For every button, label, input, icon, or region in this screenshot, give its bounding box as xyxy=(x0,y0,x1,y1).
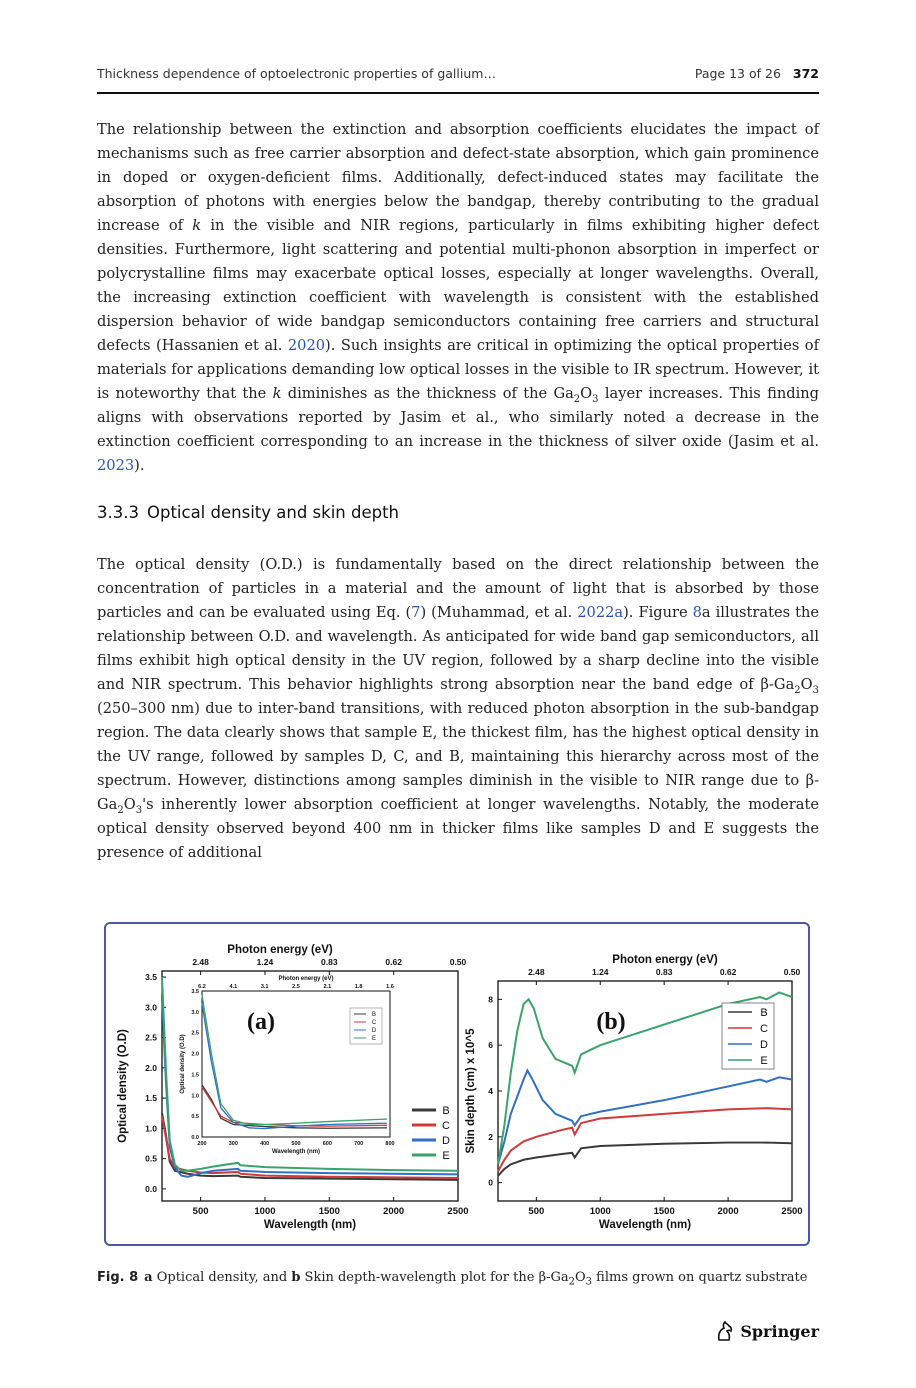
legend-b-label-B: B xyxy=(760,1007,768,1019)
x-axis-label: Wavelength (nm) xyxy=(263,1219,357,1231)
subscript: 2 xyxy=(794,684,801,696)
inset-y-tick-label: 1.5 xyxy=(191,1072,199,1079)
article-number: 372 xyxy=(792,66,819,81)
figure-label: Fig. 8 xyxy=(97,1270,139,1285)
inset-legend-label-B: B xyxy=(371,1012,377,1018)
y-tick-label: 0.5 xyxy=(145,1153,157,1164)
subscript: 3 xyxy=(585,1276,593,1288)
inset-legend-label-C: C xyxy=(371,1020,377,1026)
italic-k: k xyxy=(192,217,202,234)
legend-label-E: E xyxy=(442,1150,450,1162)
legend-b-label-D: D xyxy=(760,1039,768,1051)
top-tick-label: 2.48 xyxy=(192,957,209,967)
top-tick-label: 0.62 xyxy=(385,957,402,967)
text-run: Skin depth-wavelength plot for the β-Ga xyxy=(300,1270,569,1285)
header-rule xyxy=(97,92,819,94)
y-axis-label: Skin depth (cm) x 10^5 xyxy=(465,1028,477,1154)
panel-label-a: (a) xyxy=(247,1009,275,1035)
text-run: ) (Muhammad, et al. xyxy=(420,604,578,621)
inset-y-tick-label: 0.0 xyxy=(191,1135,199,1141)
text-run: diminishes as the thickness of the Ga xyxy=(281,385,574,402)
caption-panel-b: b xyxy=(291,1270,301,1285)
running-title: Thickness dependence of optoelectronic properties of gallium… xyxy=(97,66,496,81)
x-tick-label: 500 xyxy=(192,1206,209,1217)
inset-y-tick-label: 3.5 xyxy=(191,989,199,995)
inset-legend-label-D: D xyxy=(371,1028,377,1034)
inset-x-axis-label: Wavelength (nm) xyxy=(271,1149,321,1155)
inset-top-tick-label: 2.5 xyxy=(292,984,300,990)
citation-link[interactable]: 2023 xyxy=(97,457,135,474)
top-tick-label: 0.83 xyxy=(655,967,673,977)
publisher-name: Springer xyxy=(740,1321,819,1341)
top-tick-label: 0.50 xyxy=(449,957,467,967)
x-tick-label: 1000 xyxy=(589,1206,611,1217)
y-tick-label: 4 xyxy=(488,1086,493,1096)
text-run: Optical density, and xyxy=(152,1270,292,1285)
inset-top-tick-label: 3.1 xyxy=(260,984,269,990)
inset-legend-label-E: E xyxy=(371,1036,377,1042)
inset-x-tick-label: 800 xyxy=(385,1141,395,1147)
section-heading xyxy=(97,503,399,522)
top-tick-label: 1.24 xyxy=(591,967,609,977)
page-label: Page 13 of 26 xyxy=(694,66,781,81)
series-line-B xyxy=(498,1143,792,1176)
text-run: The relationship between the extinction and absorption coefficients elucidates the impact of mechanisms such as free carrier absorption and defect-state absorption, which gain prominence in doped or oxygen-deficient films. Additionally, defect-induced states may facilitate the absorption of photons with energies below the bandgap, thereby contributing to the gradual increase of xyxy=(97,121,819,234)
subscript: 2 xyxy=(117,804,124,816)
inset-y-tick-label: 2.5 xyxy=(191,1030,199,1037)
inset-top-tick-label: 1.8 xyxy=(354,984,363,990)
x-tick-label: 1000 xyxy=(254,1206,276,1217)
figure-8 xyxy=(104,922,810,1246)
inset-x-tick-label: 700 xyxy=(354,1141,364,1147)
x-tick-label: 1500 xyxy=(318,1206,340,1217)
top-axis-label: Photon energy (eV) xyxy=(612,954,718,966)
top-tick-label: 1.24 xyxy=(256,957,274,967)
inset-x-tick-label: 400 xyxy=(260,1141,270,1147)
x-tick-label: 500 xyxy=(528,1206,545,1217)
text-run: O xyxy=(123,796,136,813)
series-line-D xyxy=(498,1070,792,1164)
inset-legend-box xyxy=(350,1008,382,1044)
inset-y-tick-label: 3.0 xyxy=(191,1009,199,1016)
text-run: ). Such insights are critical in optimizing the optical properties of materials for applications demanding low optical losses in the visible to IR spectrum. However, it is noteworthy that the xyxy=(97,337,819,402)
y-tick-label: 3.5 xyxy=(145,972,157,983)
y-tick-label: 0 xyxy=(488,1177,493,1188)
y-tick-label: 8 xyxy=(488,994,493,1005)
y-tick-label: 0.0 xyxy=(145,1183,157,1194)
inset-top-tick-label: 2.1 xyxy=(323,984,332,990)
top-tick-label: 2.48 xyxy=(528,967,545,977)
springer-horse-icon xyxy=(716,1320,734,1342)
figure-8-charts xyxy=(106,924,808,1244)
top-tick-label: 0.62 xyxy=(719,967,737,977)
publisher-logo xyxy=(716,1320,819,1342)
text-run: O xyxy=(800,676,813,693)
panel-label-b: (b) xyxy=(596,1009,626,1035)
inset-x-tick-label: 500 xyxy=(291,1141,301,1147)
y-axis-label: Optical density (O.D) xyxy=(117,1029,129,1143)
page-info xyxy=(695,66,819,81)
subscript: 2 xyxy=(568,1276,575,1288)
inset-top-axis-label: Photon energy (eV) xyxy=(278,976,334,982)
subscript: 3 xyxy=(592,393,599,405)
text-run: a illustrates the relationship between O.D. and wavelength. As anticipated for wide band gap semiconductors, all films exhibit high optical density in the UV region, followed by a sharp decline into the visible and NIR spectrum. This behavior highlights strong absorption near the band edge of β-Ga xyxy=(97,604,819,693)
inset-top-tick-label: 1.6 xyxy=(386,984,394,990)
citation-link[interactable]: 2020 xyxy=(287,337,326,354)
figure-caption xyxy=(97,1270,808,1288)
legend-b-label-E: E xyxy=(760,1055,768,1067)
subscript: 3 xyxy=(812,684,819,696)
inset-top-tick-label: 6.2 xyxy=(198,984,206,990)
text-run: ). xyxy=(134,457,145,474)
equation-link[interactable]: 7 xyxy=(411,604,421,621)
x-tick-label: 2000 xyxy=(717,1206,739,1217)
text-run: The optical density (O.D.) is fundamentally based on the direct relationship between the concentration of particles in a material and the amount of light that is absorbed by those particles and can be evaluated using Eq. ( xyxy=(97,556,819,621)
y-tick-label: 3.0 xyxy=(145,1002,157,1013)
text-run: O xyxy=(580,385,593,402)
series-line-C xyxy=(498,1108,792,1171)
top-tick-label: 0.50 xyxy=(783,967,801,977)
text-run: layer increases. This finding aligns with observations reported by Jasim et al., who similarly noted a decrease in the extinction coefficient corresponding to an increase in the thickness of silver oxide (Jasim et al. xyxy=(97,385,819,450)
italic-k: k xyxy=(272,385,282,402)
legend-label-B: B xyxy=(442,1105,450,1117)
inset-x-tick-label: 600 xyxy=(322,1141,332,1147)
text-run: 's inherently lower absorption coefficient at longer wavelengths. Notably, the moderate optical density observed beyond 400 nm in thicker films like samples D and E suggests the presence of additional xyxy=(97,796,819,861)
inset-y-tick-label: 0.5 xyxy=(191,1114,199,1121)
subscript: 2 xyxy=(573,393,581,405)
paragraph-2 xyxy=(97,553,819,865)
inset-y-tick-label: 2.0 xyxy=(191,1051,199,1058)
x-tick-label: 1500 xyxy=(653,1206,675,1217)
text-run: (250–300 nm) due to inter-band transitions, with reduced photon absorption in the sub-bandgap region. The data clearly shows that sample E, the thickest film, has the highest optical density in the UV range, followed by samples D, C, and B, maintaining this hierarchy across most of the spectrum. However, distinctions among samples diminish in the visible to NIR range due to β-Ga xyxy=(97,700,819,813)
legend-b-label-C: C xyxy=(760,1023,768,1035)
y-tick-label: 1.5 xyxy=(145,1093,157,1104)
text-run: ). Figure xyxy=(623,604,693,621)
y-tick-label: 6 xyxy=(488,1040,493,1051)
y-tick-label: 2.0 xyxy=(145,1062,157,1073)
legend-label-C: C xyxy=(442,1120,450,1132)
top-tick-label: 0.83 xyxy=(321,957,338,967)
y-tick-label: 2.5 xyxy=(145,1032,157,1043)
section-title: Optical density and skin depth xyxy=(146,503,400,522)
x-tick-label: 2000 xyxy=(383,1206,405,1217)
inset-x-tick-label: 300 xyxy=(228,1141,238,1147)
text-run: films grown on quartz substrate xyxy=(592,1270,808,1285)
citation-link[interactable]: 2022a xyxy=(577,604,624,621)
text-run: O xyxy=(575,1270,586,1285)
inset-y-tick-label: 1.0 xyxy=(191,1093,199,1100)
inset-y-axis-label: Optical density (O.D) xyxy=(180,1034,186,1094)
inset-top-tick-label: 4.1 xyxy=(229,984,238,990)
paragraph-1 xyxy=(97,118,819,478)
caption-panel-a: a xyxy=(144,1270,153,1285)
y-tick-label: 1.0 xyxy=(145,1123,157,1134)
y-tick-label: 2 xyxy=(488,1131,493,1142)
text-run: in the visible and NIR regions, particularly in films exhibiting higher defect densities. Furthermore, light scattering and potential multi-phonon absorption in imperfect or polycrystalline films may exacerbate optical losses, especially at longer wavelengths. Overall, the increasing extinction coefficient with wavelength is consistent with the established dispersion behavior of wide bandgap semiconductors containing free carriers and structural defects (Hassanien et al. xyxy=(97,217,819,354)
figure-link[interactable]: 8 xyxy=(692,604,702,621)
top-axis-label: Photon energy (eV) xyxy=(227,944,333,956)
x-axis-label: Wavelength (nm) xyxy=(598,1219,692,1231)
subscript: 3 xyxy=(135,804,143,816)
x-tick-label: 2500 xyxy=(447,1206,469,1217)
legend-label-D: D xyxy=(442,1135,450,1147)
inset-x-tick-label: 200 xyxy=(197,1141,207,1147)
section-number: 3.3.3 xyxy=(97,503,139,522)
x-tick-label: 2500 xyxy=(781,1206,803,1217)
